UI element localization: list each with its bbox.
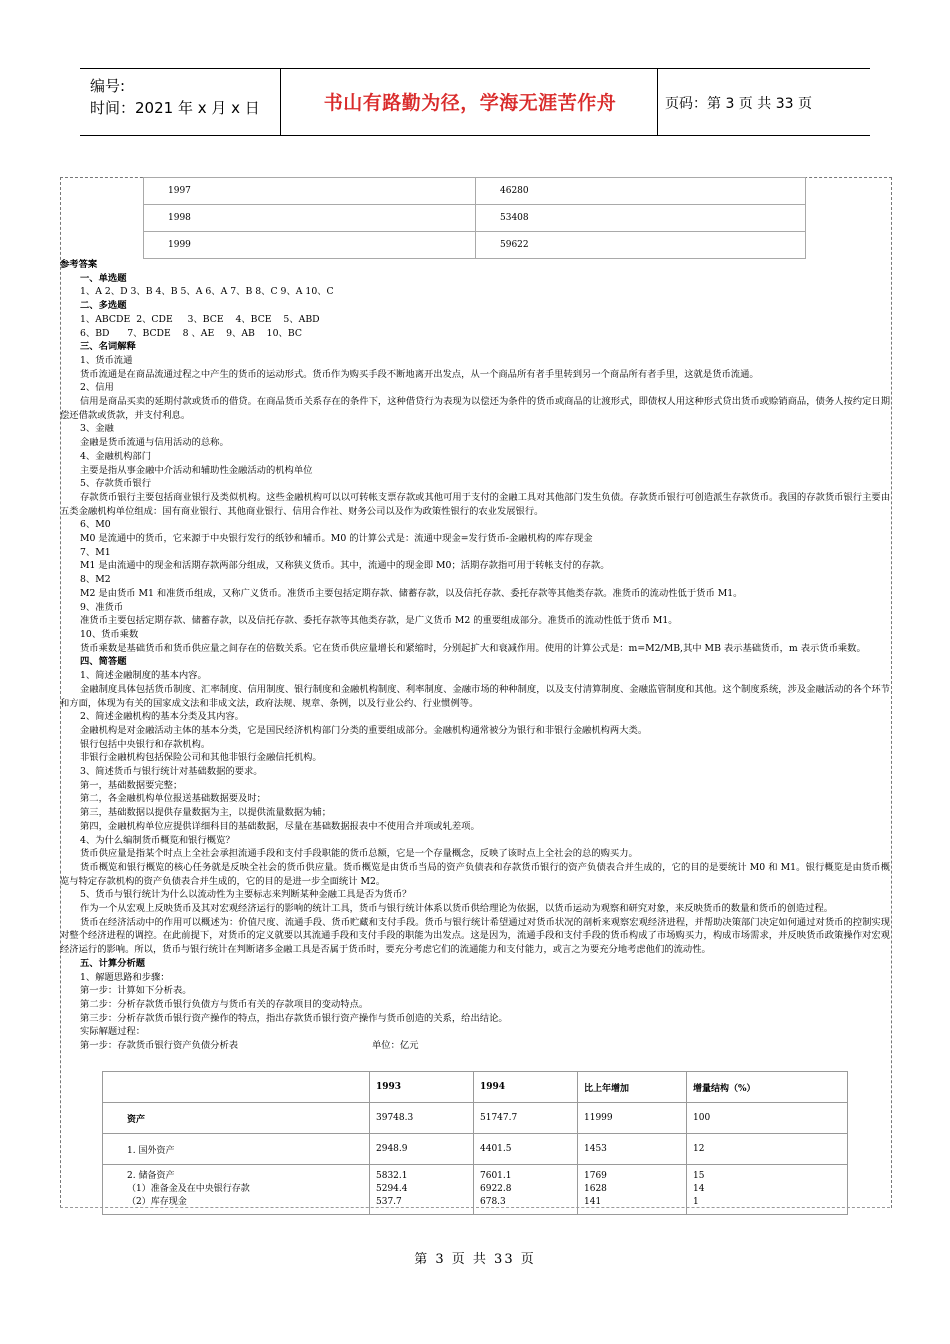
header-page-info: 页码：第 3 页 共 33 页 [665, 96, 812, 112]
answer-body [60, 258, 890, 1053]
header-motto: 书山有路勤为径，学海无涯苦作舟 [323, 92, 617, 114]
answer-text: 金融机构是对金融活动主体的基本分类，它是国民经济机构部门分类的重要组成部分。金融机构通常被分为银行和非银行金融机构两大类。 [80, 724, 648, 736]
term-title: 6、M0 [80, 519, 111, 531]
value-line: 14 [693, 1184, 705, 1194]
table-unit: 单位：亿元 [372, 1040, 419, 1052]
term-text: 金融是货币流通与信用活动的总称。 [80, 437, 229, 449]
header-meta [90, 75, 260, 119]
row-label-line: （2）库存现金 [127, 1197, 187, 1207]
answer-line: 6、BD 7、BCDE 8 、AE 9、AB 10、BC [80, 327, 302, 339]
value-cell: 1453 [578, 1134, 687, 1165]
value-line: 7601.1 [480, 1171, 512, 1181]
row-label: 资产 [103, 1103, 370, 1134]
answer-text: 银行包括中央银行和存款机构。 [80, 738, 211, 750]
answer-text: 作为一个从宏观上反映货币及其对宏观经济运行的影响的统计工具，货币与银行统计体系以货币供给理论为依据，以货币运动为观察和研究对象，来反映货币的数量和货币的创造过程。 [80, 903, 834, 915]
term-title: 5、存款货币银行 [80, 478, 151, 490]
answer-text: 第三，基础数据以提供存量数据为主，以提供流量数据为辅； [80, 807, 332, 819]
value-line: 1628 [584, 1184, 607, 1194]
doc-time-label: 时间：2021 年 x 月 x 日 [90, 99, 260, 117]
term-title: 3、金融 [80, 423, 114, 435]
value-line: 15 [693, 1171, 705, 1181]
header-cell: 比上年增加 [578, 1072, 687, 1103]
doc-number-label: 编号: [90, 77, 126, 95]
answer-text: 第四，金融机构单位应提供详细科目的基础数据，尽量在基础数据报表中不使用合并项或轧差项。 [80, 820, 480, 832]
calc-step: 第二步：分析存款货币银行负债方与货币有关的存款项目的变动特点。 [80, 998, 369, 1010]
value-cell: 59622 [476, 232, 806, 259]
frame-bottom-rule [60, 1207, 890, 1208]
term-title: 10、货币乘数 [80, 628, 139, 640]
table-row [103, 1134, 848, 1165]
table-row [144, 178, 806, 205]
value-line: 6922.8 [480, 1184, 512, 1194]
year-cell: 1999 [144, 232, 476, 259]
balance-table [102, 1071, 848, 1215]
question: 4、为什么编制货币概览和银行概览？ [80, 834, 235, 846]
header-cell: 1993 [370, 1072, 474, 1103]
term-text: 信用是商品买卖的延期付款或货币的借贷。在商品货币关系存在的条件下，这种借贷行为表现为以偿还为条件的货币或商品的让渡形式，即债权人用这种形式贷出货币或赊销商品，债务人按约定日期偿还借款或货款，并支付利息。 [60, 396, 890, 421]
section-title: 四、简答题 [80, 656, 127, 668]
term-title: 7、M1 [80, 546, 111, 558]
header-divider [657, 69, 658, 135]
term-text: M2 是由货币 M1 和准货币组成，又称广义货币。准货币主要包括定期存款、储蓄存款，以及信托存款、委托存款等其他类存款。准货币的流动性低于货币 M1。 [80, 587, 743, 599]
table-row [144, 205, 806, 232]
table-caption: 第一步：存款货币银行资产负债分析表 [80, 1040, 239, 1052]
calc-step: 第一步：计算如下分析表。 [80, 985, 192, 997]
answer-title: 参考答案 [60, 259, 98, 270]
answer-line: 1、ABCDE 2、CDE 3、BCE 4、BCE 5、ABD [80, 313, 320, 325]
calc-step: 第三步：分析存款货币银行资产操作的特点，指出存款货币银行资产操作与货币创造的关系，给出结论。 [80, 1012, 508, 1024]
table-header-row [103, 1072, 848, 1103]
term-text: 货币乘数是基础货币和货币供应量之间存在的倍数关系。它在货币供应量增长和紧缩时，分别起扩大和衰减作用。使用的计算公式是：m=M2/MB,其中 MB 表示基础货币，m 表示货币乘数。 [80, 642, 866, 654]
answer-text: 金融制度具体包括货币制度、汇率制度、信用制度、银行制度和金融机构制度、利率制度、金融市场的种种制度，以及支付清算制度、金融监管制度和其他。这个制度系统，涉及金融活动的各个环节和方面，体现为有关的国家成文法和非成文法，政府法规、规章、条例，以及行业公约、行业惯例等。 [60, 683, 890, 709]
row-label-line: 2. 储备资产 [127, 1171, 175, 1181]
term-text: M0 是流通中的货币，它来源于中央银行发行的纸钞和辅币。M0 的计算公式是：流通中现金=发行货币-金融机构的库存现金 [80, 533, 593, 545]
header-cell: 1994 [474, 1072, 578, 1103]
value-cell: 39748.3 [370, 1103, 474, 1134]
value-cell: 100 [687, 1103, 848, 1134]
answer-text: 第二，各金融机构单位报送基础数据要及时； [80, 793, 266, 805]
question: 1、简述金融制度的基本内容。 [80, 670, 207, 682]
row-label-line: （1）准备金及在中央银行存款 [127, 1184, 250, 1194]
value-line: 537.7 [376, 1197, 402, 1207]
year-cell: 1998 [144, 205, 476, 232]
answer-text: 货币概览和银行概览的核心任务就是反映全社会的货币供应量。货币概览是由货币当局的资产负债表和存款货币银行的资产负债表合并生成的，它的目的是要统计 M0 和 M1。银行概览是由货币概览与特定存款机构的资产负债表合并生成的，它的目的是进一步全面统计 M2。 [60, 861, 890, 887]
term-title: 9、准货币 [80, 601, 124, 613]
answer-text: 货币供应量是指某个时点上全社会承担流通手段和支付手段职能的货币总额，它是一个存量概念，反映了该时点上全社会的总的购买力。 [80, 848, 638, 860]
year-cell: 1997 [144, 178, 476, 205]
term-title: 4、金融机构部门 [80, 450, 151, 462]
section-title: 三、名词解释 [80, 341, 136, 353]
term-text: 货币流通是在商品流通过程之中产生的货币的运动形式。货币作为购买手段不断地离开出发点，从一个商品所有者手里转到另一个商品所有者手里，这就是货币流通。 [80, 368, 759, 380]
question: 2、简述金融机构的基本分类及其内容。 [80, 711, 244, 723]
year-table [143, 177, 806, 259]
term-text: 主要是指从事金融中介活动和辅助性金融活动的机构单位 [80, 464, 313, 476]
row-label: 1. 国外资产 [103, 1134, 370, 1165]
value-cell: 53408 [476, 205, 806, 232]
calc-step: 1、解题思路和步骤： [80, 971, 170, 983]
table-row [103, 1103, 848, 1134]
page-footer: 第 3 页 共 33 页 [414, 1252, 536, 1267]
section-title: 一、单选题 [80, 272, 127, 284]
value-cell: 46280 [476, 178, 806, 205]
value-line: 5832.1 [376, 1171, 408, 1181]
value-line: 1769 [584, 1171, 607, 1181]
value-cell: 2948.9 [370, 1134, 474, 1165]
header-cell [103, 1072, 370, 1103]
header-cell: 增量结构（%） [687, 1072, 848, 1103]
value-cell: 11999 [578, 1103, 687, 1134]
value-cell: 4401.5 [474, 1134, 578, 1165]
term-title: 2、信用 [80, 382, 114, 394]
term-text: M1 是由流通中的现金和活期存款两部分组成，又称狭义货币。其中，流通中的现金即 M0；活期存款指可用于转帐支付的存款。 [80, 560, 610, 572]
value-line: 141 [584, 1197, 602, 1207]
answer-text: 第一，基础数据要完整； [80, 779, 183, 791]
calc-step [60, 1039, 890, 1053]
term-title: 1、货币流通 [80, 354, 133, 366]
answer-line: 1、A 2、D 3、B 4、B 5、A 6、A 7、B 8、C 9、A 10、C [80, 286, 334, 298]
value-cell: 51747.7 [474, 1103, 578, 1134]
table-row [144, 232, 806, 259]
value-line: 1 [693, 1197, 699, 1207]
value-line: 678.3 [480, 1197, 506, 1207]
section-title: 二、多选题 [80, 300, 127, 312]
term-title: 8、M2 [80, 574, 111, 586]
answer-text: 货币在经济活动中的作用可以概述为：价值尺度、流通手段、货币贮藏和支付手段。货币与银行统计希望通过对货币状况的剖析来观察宏观经济进程，并帮助决策部门决定如何通过对货币的控制实现对整个经济进程的调控。在此前提下，对货币的定义就要以其流通手段和支付手段的职能为出发点。这是因为，流通手段和支付手段的货币构成了市场购买力，构成市场需求，并反映货币政策操作对宏观经济运行的影响。所以，货币与银行统计在判断诸多金融工具是否属于货币时，要充分考虑它们的流通能力和支付能力，或言之为要充分地考虑他们的流动性。 [60, 916, 890, 956]
page-header [80, 68, 870, 136]
value-cell: 12 [687, 1134, 848, 1165]
question: 5、货币与银行统计为什么以流动性为主要标志来判断某种金融工具是否为货币？ [80, 889, 412, 901]
question: 3、简述货币与银行统计对基础数据的要求。 [80, 766, 263, 778]
term-text: 存款货币银行主要包括商业银行及类似机构。这些金融机构可以以可转帐支票存款或其他可用于支付的金融工具对其他部门发生负债。存款货币银行可创造派生存款货币。我国的存款货币银行主要由五类金融机构单位组成：国有商业银行、其他商业银行、信用合作社、财务公司以及作为政策性银行的农业发展银行。 [60, 491, 890, 517]
value-line: 5294.4 [376, 1184, 408, 1194]
calc-step: 实际解题过程： [80, 1026, 146, 1038]
section-title: 五、计算分析题 [80, 957, 146, 969]
term-text: 准货币主要包括定期存款、储蓄存款，以及信托存款、委托存款等其他类存款，是广义货币 M2 的重要组成部分。准货币的流动性低于货币 M1。 [80, 615, 678, 627]
header-divider [280, 69, 281, 135]
answer-text: 非银行金融机构包括保险公司和其他非银行金融信托机构。 [80, 752, 322, 764]
